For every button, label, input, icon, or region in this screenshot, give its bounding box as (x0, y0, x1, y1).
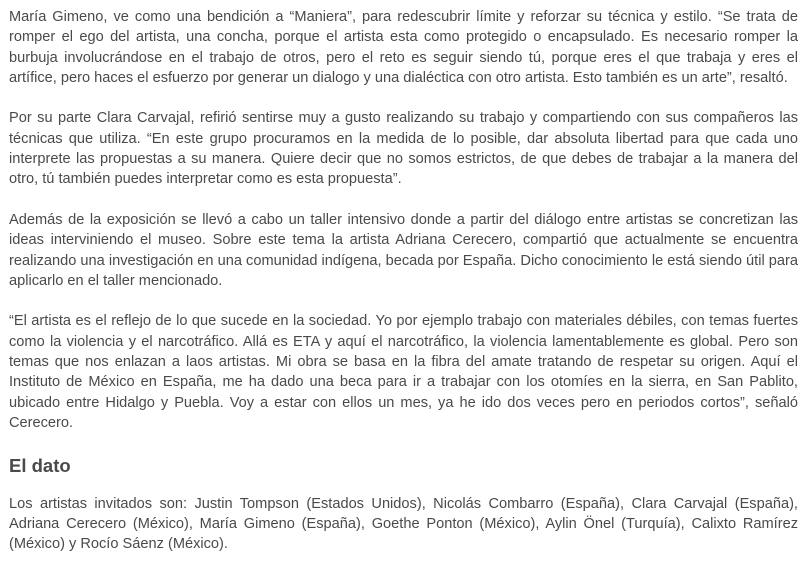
paragraph-invited-artists: Los artistas invitados son: Justin Tompson (Estados Unidos), Nicolás Combarro (España), Clara Carvajal (España), Adriana Cerecero (México), María Gimeno (España), Goethe Ponton (México), Aylin Önel (Turquía), Calixto Ramírez (México) y Rocío Sáenz (México). (9, 495, 798, 553)
paragraph-workshop: Además de la exposición se llevó a cabo un taller intensivo donde a partir del diálogo entre artistas se concretizan las ideas interviniendo el museo. Sobre este tema la artista Adriana Cerecero, compartió que actualmente se encuentra realizando una investigación en una comunidad indígena, becada por España. Dicho conocimiento le está siendo útil para aplicarlo en el taller mencionado. (9, 211, 798, 289)
paragraph-cerecero-quote: “El artista es el reflejo de lo que sucede en la sociedad. Yo por ejemplo trabajo con materiales débiles, con temas fuertes como la violencia y el narcotráfico. Allá es ETA y aquí el narcotráfico, la violencia lamentablemente es global. Pero son temas que nos enlazan a laos artistas. Mi obra se basa en la fibra del amate tratando de respetar su origen. Aquí el Instituto de México en España, me ha dado una beca para ir a trabajar con los otomíes en la sierra, en San Pablito, ubicado entre Hidalgo y Puebla. Voy a estar con ellos un mes, ya he ido dos veces pero en periodos cortos”, señaló Cerecero. (9, 313, 798, 431)
section-heading: El dato (9, 454, 71, 476)
paragraph-carvajal-quote: Por su parte Clara Carvajal, refirió sentirse muy a gusto realizando su trabajo y compartiendo con sus compañeros las técnicas que utiliza. “En este grupo procuramos en la medida de lo posible, dar absoluta libertad para que cada uno interprete las propuestas a su manera. Quiere decir que no somos estrictos, de que debes de trabajar a la manera del otro, tú también puedes interpretar como es esta propuesta”. (9, 110, 798, 188)
paragraph-gimeno-quote: María Gimeno, ve como una bendición a “Maniera”, para redescubrir límite y reforzar su técnica y estilo. “Se trata de romper el ego del artista, una concha, porque el artista esta como protegido o encapsulado. Es necesario romper la burbuja involucrándose en el trabajo de otros, pero el reto es seguir siendo tú, porque eres el que trabaja y eres el artífice, pero haces el esfuerzo por generar un dialogo y una dialéctica con otro artista. Esto también es un arte”, resaltó. (9, 9, 798, 86)
